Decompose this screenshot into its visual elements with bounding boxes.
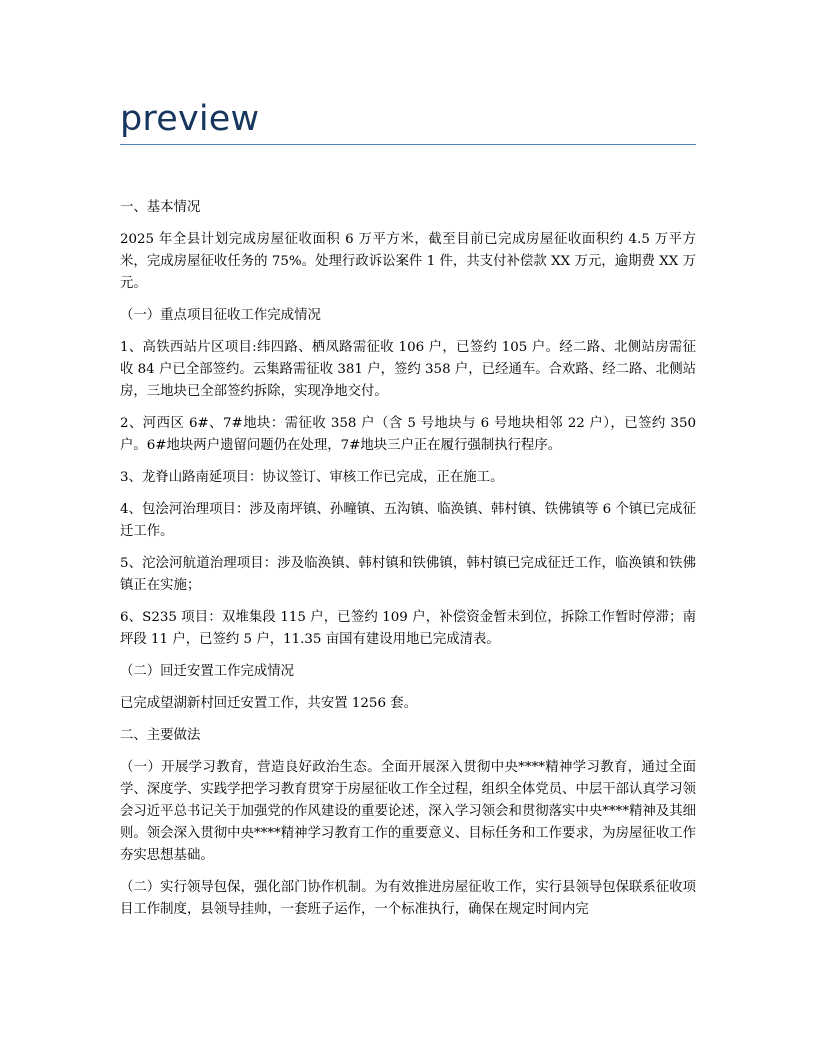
title-underline	[120, 144, 696, 145]
paragraph-summary: 2025 年全县计划完成房屋征收面积 6 万平方米，截至目前已完成房屋征收面积约 4.5 万平方米，完成房屋征收任务的 75%。处理行政诉讼案件 1 件，共支付补偿款 XX 万元，逾期费 XX 万元。	[120, 232, 696, 291]
paragraph-project-1: 1、高铁西站片区项目:纬四路、栖凤路需征收 106 户，已签约 105 户。经二路、北侧站房需征收 84 户已全部签约。云集路需征收 381 户，签约 358 户，已经通车。合欢路、经二路、北侧站房，三地块已全部签约拆除，实现净地交付。	[120, 340, 696, 399]
subsection-heading-key-projects: （一）重点项目征收工作完成情况	[120, 308, 321, 323]
section-heading-basic: 一、基本情况	[120, 200, 201, 215]
paragraph-resettlement: 已完成望湖新村回迁安置工作，共安置 1256 套。	[120, 696, 418, 711]
paragraph-project-3: 3、龙脊山路南延项目：协议签订、审核工作已完成，正在施工。	[120, 470, 504, 485]
paragraph-project-2: 2、河西区 6#、7#地块：需征收 358 户（含 5 号地块与 6 号地块相邻 22 户），已签约 350 户。6#地块两户遗留问题仍在处理，7#地块三户正在履行强制执行程序。	[120, 416, 696, 453]
paragraph-practice-2: （二）实行领导包保，强化部门协作机制。为有效推进房屋征收工作，实行县领导包保联系征收项目工作制度，县领导挂帅，一套班子运作，一个标准执行，确保在规定时间内完	[120, 880, 696, 917]
subsection-heading-resettlement: （二）回迁安置工作完成情况	[120, 664, 295, 679]
document-body	[120, 197, 696, 921]
paragraph-practice-1: （一）开展学习教育，营造良好政治生态。全面开展深入贯彻中央****精神学习教育，通过全面学、深度学、实践学把学习教育贯穿于房屋征收工作全过程，组织全体党员、中层干部认真学习领会习近平总书记关于加强党的作风建设的重要论述，深入学习领会和贯彻落实中央****精神及其细则。领会深入贯彻中央****精神学习教育工作的重要意义、目标任务和工作要求，为房屋征收工作夯实思想基础。	[120, 760, 696, 863]
document-title: preview	[120, 99, 260, 139]
paragraph-project-4: 4、包浍河治理项目：涉及南坪镇、孙疃镇、五沟镇、临涣镇、韩村镇、铁佛镇等 6 个镇已完成征迁工作。	[120, 502, 696, 539]
document-page	[120, 0, 696, 931]
paragraph-project-6: 6、S235 项目：双堆集段 115 户，已签约 109 户，补偿资金暂未到位，拆除工作暂时停滞；南坪段 11 户，已签约 5 户，11.35 亩国有建设用地已完成清表。	[120, 610, 696, 647]
paragraph-project-5: 5、沱浍河航道治理项目：涉及临涣镇、韩村镇和铁佛镇，韩村镇已完成征迁工作，临涣镇和铁佛镇正在实施；	[120, 556, 696, 593]
section-heading-practices: 二、主要做法	[120, 728, 201, 743]
